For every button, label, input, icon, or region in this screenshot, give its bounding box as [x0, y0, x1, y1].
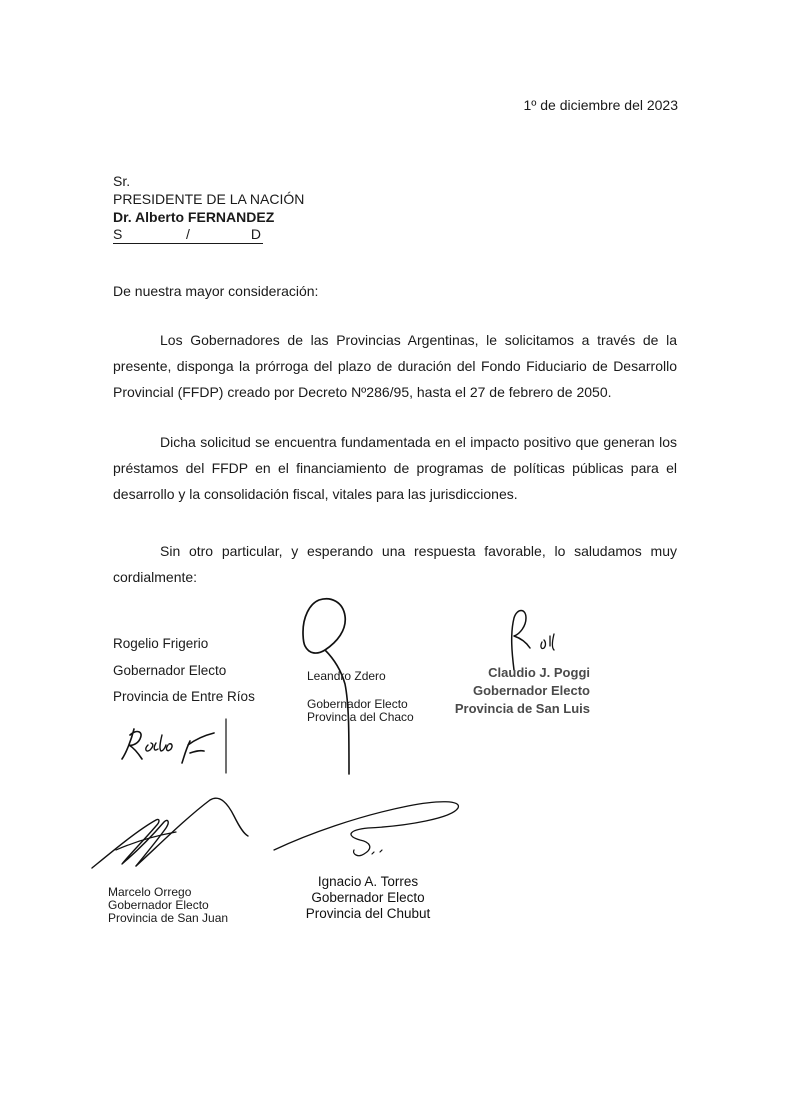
- orrego-role: Gobernador Electo: [108, 898, 209, 912]
- zdero-name: Leandro Zdero: [307, 669, 386, 683]
- torres-signature: [268, 794, 468, 868]
- paragraph-3: [113, 538, 677, 590]
- frigerio-role: Gobernador Electo: [113, 663, 227, 678]
- sd-mid: /: [186, 226, 190, 242]
- frigerio-province: Provincia de Entre Ríos: [113, 689, 255, 704]
- torres-name: Ignacio A. Torres: [317, 874, 419, 889]
- orrego-province: Provincia de San Juan: [108, 911, 229, 925]
- letter-date: 1º de diciembre del 2023: [523, 97, 678, 113]
- paragraph-2-text: Dicha solicitud se encuentra fundamentada en el impacto positivo que generan los préstamos del FFDP en el financiamiento de programas de políticas públicas para el desarrollo y la consolidación fiscal, vitales para las jurisdicciones.: [113, 434, 677, 502]
- orrego-name: Marcelo Orrego: [108, 885, 192, 899]
- poggi-role: Gobernador Electo: [472, 683, 590, 698]
- paragraph-1: [113, 327, 677, 405]
- recipient-name: Dr. Alberto FERNANDEZ: [113, 209, 275, 225]
- sd-line: [113, 226, 263, 244]
- paragraph-1-text: Los Gobernadores de las Provincias Argentinas, le solicitamos a través de la presente, disponga la prórroga del plazo de duración del Fondo Fiduciario de Desarrollo Provincial (FFDP) creado por Decreto Nº286/95, hasta el 27 de febrero de 2050.: [113, 332, 677, 400]
- poggi-province: Provincia de San Luis: [454, 701, 590, 716]
- paragraph-3-text: Sin otro particular, y esperando una respuesta favorable, lo saludamos muy cordialmente:: [113, 543, 677, 585]
- torres-role: Gobernador Electo: [311, 890, 425, 905]
- zdero-province: Provincia del Chaco: [307, 710, 414, 724]
- torres-province: Provincia del Chubut: [305, 906, 431, 921]
- orrego-signature: [86, 792, 256, 874]
- sd-right: D: [250, 226, 261, 242]
- paragraph-2: [113, 429, 677, 507]
- zdero-role: Gobernador Electo: [307, 697, 408, 711]
- greeting: De nuestra mayor consideración:: [113, 283, 319, 299]
- sd-left: S: [113, 226, 123, 242]
- frigerio-signature: [118, 715, 230, 775]
- poggi-name: Claudio J. Poggi: [488, 665, 590, 680]
- recipient-title: PRESIDENTE DE LA NACIÓN: [113, 191, 305, 207]
- zdero-signature: [297, 592, 367, 782]
- frigerio-name: Rogelio Frigerio: [113, 636, 209, 651]
- recipient-salutation: Sr.: [113, 173, 131, 189]
